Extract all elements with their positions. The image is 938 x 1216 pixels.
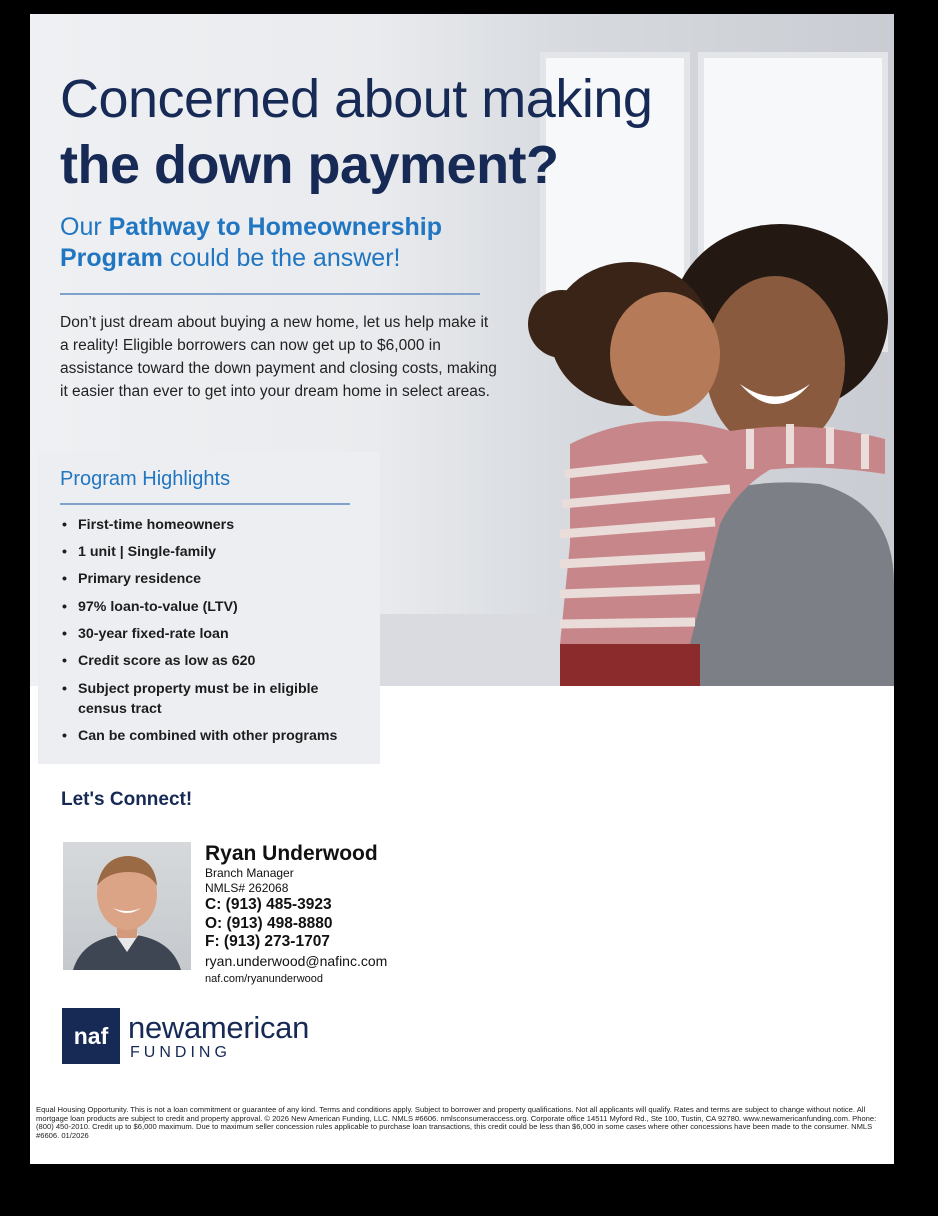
contact-fax: F: (913) 273-1707 bbox=[205, 933, 330, 950]
avatar bbox=[63, 842, 191, 970]
subheadline-prefix: Our bbox=[60, 213, 109, 241]
list-item: • 97% loan-to-value (LTV) bbox=[60, 597, 360, 618]
contact-cell[interactable]: C: (913) 485-3923 bbox=[205, 896, 332, 913]
headline-line2-bold: down payment? bbox=[154, 135, 559, 195]
logo-wordmark: newamerican bbox=[128, 1010, 310, 1045]
headline-line1: Concerned about making bbox=[60, 69, 653, 129]
mother-daughter-photo bbox=[490, 224, 894, 686]
list-item: • 1 unit | Single-family bbox=[60, 542, 360, 563]
company-logo bbox=[62, 1008, 362, 1064]
contact-nmls: NMLS# 262068 bbox=[205, 881, 289, 895]
headline-line2 bbox=[60, 135, 559, 195]
program-highlights-panel bbox=[38, 452, 380, 764]
logo-badge: naf bbox=[62, 1008, 120, 1064]
contact-card bbox=[205, 842, 387, 987]
connect-heading: Let's Connect! bbox=[61, 789, 193, 810]
page-title bbox=[60, 66, 652, 198]
headline-line2-prefix: the bbox=[60, 135, 155, 195]
highlights-divider bbox=[60, 503, 350, 505]
list-item: • First-time homeowners bbox=[60, 515, 360, 536]
subheadline-suffix: could be the answer! bbox=[162, 244, 401, 272]
divider bbox=[60, 293, 480, 295]
person-photo-icon bbox=[63, 842, 191, 970]
subheadline-bold1: Pathway to Homeownership bbox=[108, 213, 443, 241]
list-item: • Can be combined with other programs bbox=[60, 726, 360, 747]
subheadline-bold2: Program bbox=[60, 244, 163, 272]
contact-website-link[interactable]: naf.com/ryanunderwood bbox=[205, 972, 324, 985]
contact-name: Ryan Underwood bbox=[205, 842, 378, 865]
subheadline bbox=[60, 212, 442, 274]
flyer-page bbox=[30, 14, 894, 1164]
logo-subtitle: FUNDING bbox=[130, 1044, 231, 1061]
list-item: • Subject property must be in eligible census tract bbox=[60, 679, 360, 720]
highlights-title: Program Highlights bbox=[60, 468, 231, 490]
legal-disclaimer: Equal Housing Opportunity. This is not a loan commitment or guarantee of any kind. Terms and conditions apply. Subject to borrower and property qualifications. Not all applicants will qualify. Rates and terms are subject to change without notice. All mortgage loan products are subject to credit and property approval. © 2026 New American Funding, LLC. NMLS #6606. nmlsconsumeraccess.org. Corporate office 14511 Myford Rd., Ste 100, Tustin, CA 92780. www.newamericanfunding.com. Phone: (800) 450-2010. Credit up to $6,000 maximum. Due to maximum seller concession rules applicable to purchase loan transactions, this credit could be less than $6,000 in some cases where other concessions have been made to the consumer. NMLS #6606. 01/2026 bbox=[36, 1105, 877, 1140]
contact-role: Branch Manager bbox=[205, 866, 294, 880]
contact-email-link[interactable]: ryan.underwood@nafinc.com bbox=[205, 952, 388, 969]
intro-paragraph: Don’t just dream about buying a new home, let us help make it a reality! Eligible borrowers can now get up to $6,000 in assistance toward the down payment and closing costs, making it easier than ever to get into your dream home in select areas. bbox=[60, 314, 497, 400]
list-item: • Credit score as low as 620 bbox=[60, 651, 360, 672]
contact-office[interactable]: O: (913) 498-8880 bbox=[205, 914, 333, 932]
list-item: • Primary residence bbox=[60, 569, 360, 590]
highlights-list bbox=[60, 508, 360, 747]
list-item: • 30-year fixed-rate loan bbox=[60, 624, 360, 645]
